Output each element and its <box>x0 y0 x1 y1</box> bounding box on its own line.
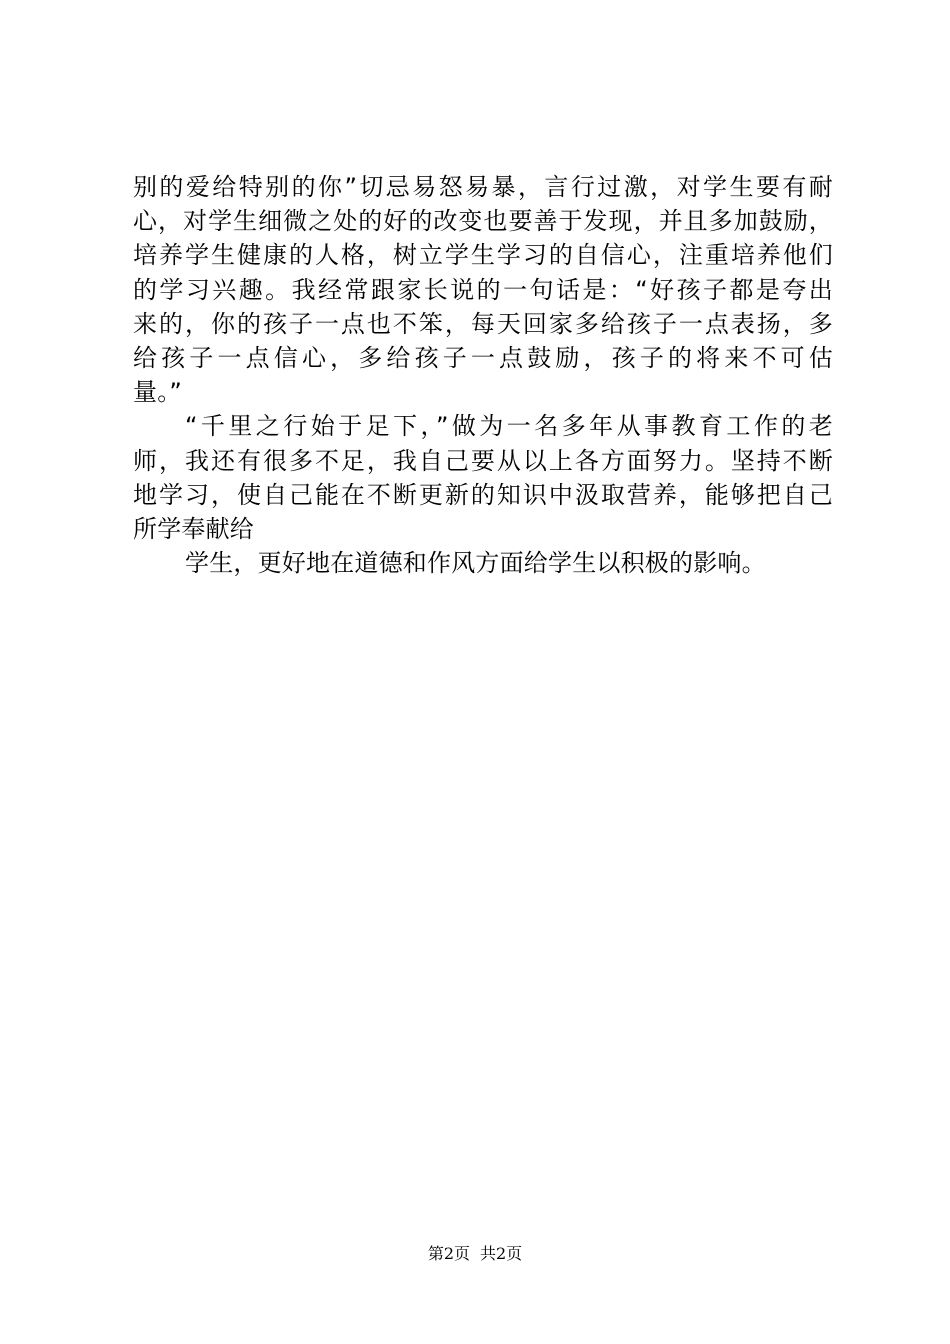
text-line: 所学奉献给 <box>133 514 254 543</box>
body-text <box>133 170 833 580</box>
text-line: 培养学生健康的人格，树立学生学习的自信心，注重培养他们 <box>133 241 833 270</box>
text-line: 学生，更好地在道德和作风方面给学生以积极的影响。 <box>185 549 766 578</box>
text-line: “千里之行始于足下，”做为一名多年从事教育工作的老 <box>185 412 833 441</box>
text-line: 别的爱给特别的你”切忌易怒易暴，言行过激，对学生要有耐 <box>133 173 833 201</box>
text-line: 地学习，使自己能在不断更新的知识中汲取营养，能够把自己 <box>133 480 833 509</box>
text-line: 量。” <box>133 378 183 407</box>
page-footer <box>0 1243 950 1265</box>
page-number-total: 共2页 <box>480 1244 523 1263</box>
text-line: 来的，你的孩子一点也不笨，每天回家多给孩子一点表扬，多 <box>133 309 833 338</box>
page-number-current: 第2页 <box>427 1244 470 1263</box>
text-line: 的学习兴趣。我经常跟家长说的一句话是：“好孩子都是夸出 <box>133 275 833 304</box>
text-line: 师，我还有很多不足，我自己要从以上各方面努力。坚持不断 <box>133 446 833 475</box>
text-line: 心，对学生细微之处的好的改变也要善于发现，并且多加鼓励， <box>133 207 833 236</box>
text-line: 给孩子一点信心，多给孩子一点鼓励，孩子的将来不可估 <box>133 343 833 372</box>
